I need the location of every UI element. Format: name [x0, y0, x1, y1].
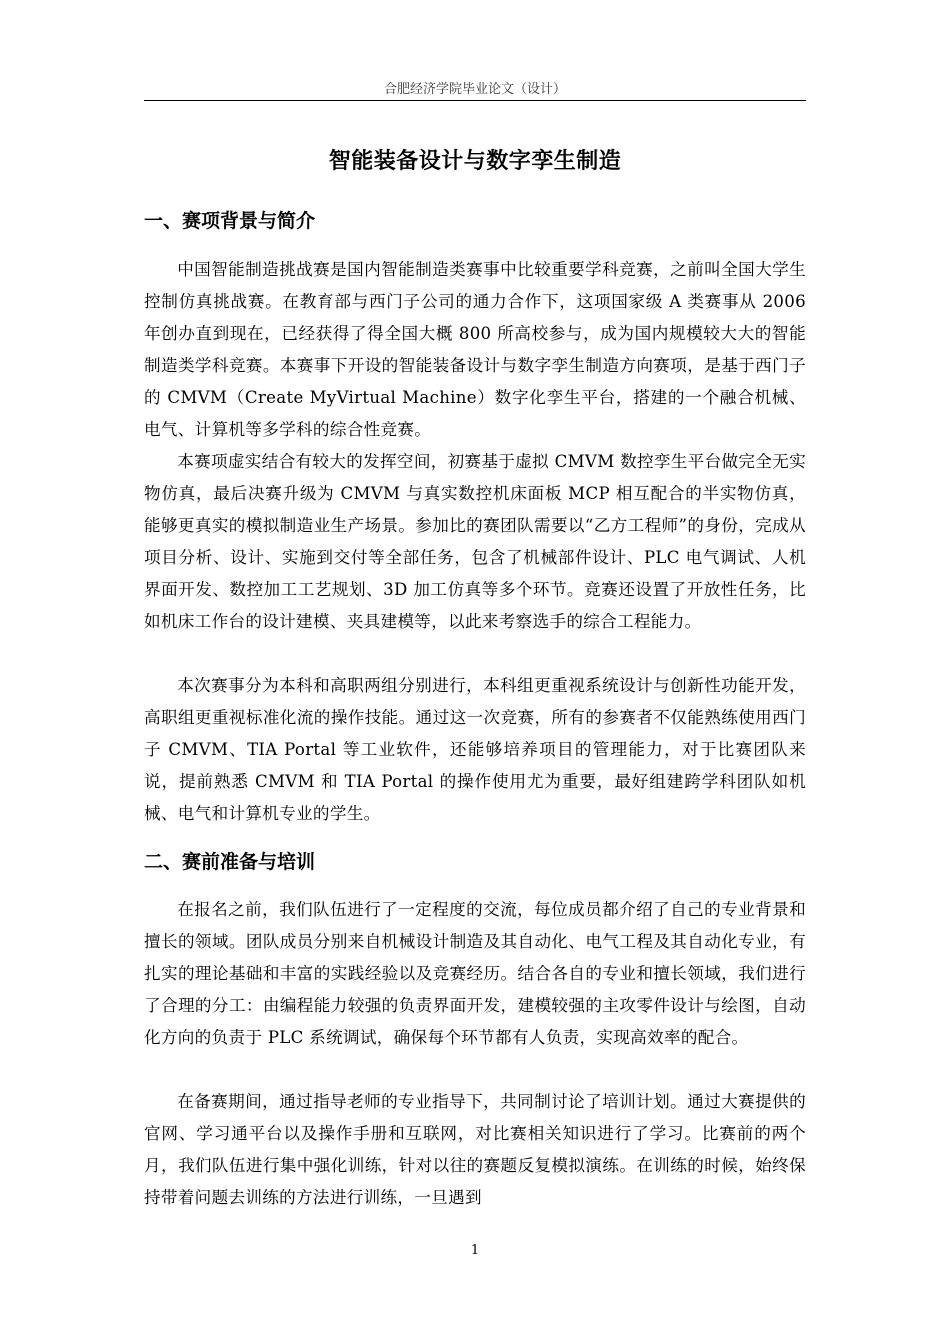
page-header: 合肥经济学院毕业论文（设计）	[383, 82, 566, 97]
paragraph: 在备赛期间，通过指导老师的专业指导下，共同制讨论了培训计划。通过大赛提供的官网、学习通平台以及操作手册和互联网，对比赛相关知识进行了学习。比赛前的两个月，我们队伍进行集中强化训练，针对以往的赛题反复模拟演练。在训练的时候，始终保持带着问题去训练的方法进行训练，一旦遇到	[144, 1092, 806, 1208]
page-number: 1	[470, 1243, 480, 1258]
paragraph: 本次赛事分为本科和高职两组分别进行，本科组更重视系统设计与创新性功能开发，高职组更重视标准化流的操作技能。通过这一次竞赛，所有的参赛者不仅能熟练使用西门子 CMVM、TIA Portal 等工业软件，还能够培养项目的管理能力，对于比赛团队来说，提前熟悉 CMVM 和 TIA Portal 的操作使用尤为重要，最好组建跨学科团队如机械、电气和计算机专业的学生。	[144, 676, 806, 824]
paragraph: 本赛项虚实结合有较大的发挥空间，初赛基于虚拟 CMVM 数控孪生平台做完全无实物仿真，最后决赛升级为 CMVM 与真实数控机床面板 MCP 相互配合的半实物仿真，能够更真实的模拟制造业生产场景。参加比的赛团队需要以“乙方工程师”的身份，完成从项目分析、设计、实施到交付等全部任务，包含了机械部件设计、PLC 电气调试、人机界面开发、数控加工工艺规划、3D 加工仿真等多个环节。竞赛还设置了开放性任务，比如机床工作台的设计建模、夹具建模等，以此来考察选手的综合工程能力。	[144, 452, 806, 632]
document-title: 智能装备设计与数字孪生制造	[328, 149, 622, 174]
header-rule	[144, 100, 806, 101]
paragraph: 中国智能制造挑战赛是国内智能制造类赛事中比较重要学科竞赛，之前叫全国大学生控制仿真挑战赛。在教育部与西门子公司的通力合作下，这项国家级 A 类赛事从 2006 年创办直到现在，已经获得了得全国大概 800 所高校参与，成为国内规模较大大的智能制造类学科竞赛。本赛事下开设的智能装备设计与数字孪生制造方向赛项，是基于西门子的 CMVM（Create MyVirtual Machine）数字化孪生平台，搭建的一个融合机械、电气、计算机等多学科的综合性竞赛。	[144, 260, 806, 440]
section-heading-preparation: 二、赛前准备与培训	[144, 851, 316, 873]
section-heading-background: 一、赛项背景与简介	[144, 210, 316, 232]
paragraph: 在报名之前，我们队伍进行了一定程度的交流，每位成员都介绍了自己的专业背景和擅长的领域。团队成员分别来自机械设计制造及其自动化、电气工程及其自动化专业，有扎实的理论基础和丰富的实践经验以及竞赛经历。结合各自的专业和擅长领域，我们进行了合理的分工：由编程能力较强的负责界面开发，建模较强的主攻零件设计与绘图，自动化方向的负责于 PLC 系统调试，确保每个环节都有人负责，实现高效率的配合。	[144, 900, 806, 1048]
